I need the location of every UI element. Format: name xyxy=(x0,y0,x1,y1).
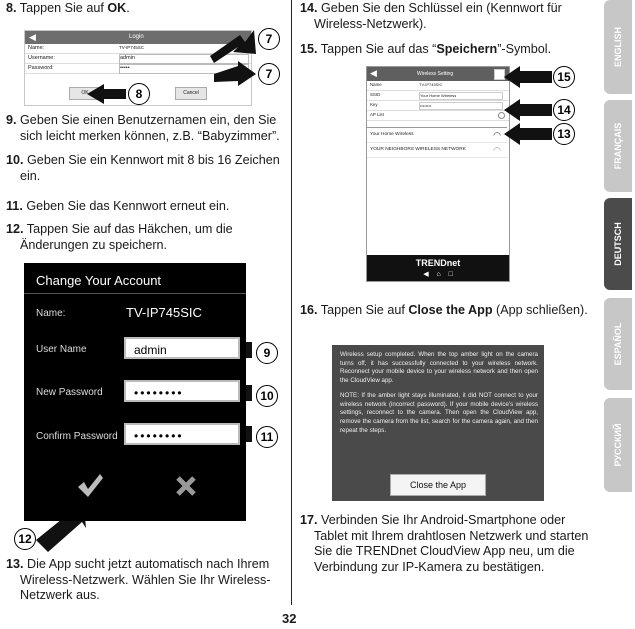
password-input[interactable]: ••••• xyxy=(119,64,249,74)
step-number: 11. xyxy=(6,199,23,213)
back-arrow-icon[interactable]: ◀ xyxy=(370,68,377,78)
step-text: Die App sucht jetzt automatisch nach Ihrem Wireless-Netzwerk. Wählen Sie Ihr Wireless-Netzwerk aus. xyxy=(20,557,271,602)
row-label: SSID xyxy=(370,92,381,97)
wifi-icon: ◠ xyxy=(493,130,501,140)
close-app-message xyxy=(340,351,538,435)
tab-english-label: ENGLISH xyxy=(613,26,623,68)
cancel-x-icon[interactable] xyxy=(176,476,196,496)
tab-russian-label: РУССКИЙ xyxy=(613,423,623,467)
username-input[interactable]: admin xyxy=(124,337,240,359)
confirm-password-label: Confirm Password xyxy=(36,431,118,442)
callout-8: 8 xyxy=(128,83,150,105)
cancel-button[interactable]: Cancel xyxy=(175,87,207,100)
brand-logo: TRENDnet xyxy=(415,258,461,268)
page-number: 32 xyxy=(282,611,297,626)
step-10 xyxy=(6,153,300,184)
note-text: NOTE: If the amber light stays illuminated, it did NOT connect to your wireless network (incorrect password). If your mobile device's wireless settings, reconnect to the camera. Then open the CloudView app, remove the camera from the list, search for the camera again, and then repeat the steps. xyxy=(340,391,538,434)
android-nav-icons: ◀ ⌂ □ xyxy=(423,271,453,278)
tab-russian[interactable] xyxy=(604,398,632,492)
tab-deutsch-label: DEUTSCH xyxy=(613,222,623,266)
step-number: 17. xyxy=(300,513,318,527)
confirm-password-input[interactable]: •••••••• xyxy=(124,423,240,445)
step-text: Geben Sie einen Benutzernamen ein, den Sie sich leicht merken können, z.B. “Babyzimmer”. xyxy=(20,113,280,143)
tab-english[interactable] xyxy=(604,0,632,94)
step-number: 10. xyxy=(6,153,24,167)
back-arrow-icon[interactable]: ◀ xyxy=(29,32,36,42)
name-value: TV-IP745SIC xyxy=(419,82,443,87)
callout-9: 9 xyxy=(256,342,278,364)
callout-7b: 7 xyxy=(258,63,280,85)
callout-14: 14 xyxy=(553,99,575,121)
tab-francais[interactable] xyxy=(604,100,632,192)
tab-francais-label: FRANÇAIS xyxy=(613,122,623,170)
row-label: Name xyxy=(370,82,382,87)
row-label: Password: xyxy=(28,65,54,71)
step-text: Geben Sie das Kennwort erneut ein. xyxy=(26,199,230,213)
step-11 xyxy=(6,199,300,215)
callout-10: 10 xyxy=(256,385,278,407)
step-9 xyxy=(6,113,300,144)
new-password-input[interactable]: •••••••• xyxy=(124,380,240,402)
row-label: Username: xyxy=(28,55,55,61)
step-number: 15. xyxy=(300,42,318,56)
step-bold: Speichern xyxy=(436,42,498,56)
login-title: Login xyxy=(129,34,144,40)
step-13 xyxy=(6,557,300,604)
close-app-screen xyxy=(332,345,544,501)
step-bold: OK xyxy=(107,1,127,15)
checkmark-icon[interactable] xyxy=(76,473,104,499)
arrow-7b xyxy=(214,61,256,86)
step-text: Tappen Sie auf xyxy=(19,1,108,15)
step-text: . xyxy=(126,1,130,15)
step-number: 8. xyxy=(6,1,17,15)
step-number: 14. xyxy=(300,1,318,15)
step-text: Geben Sie ein Kennwort mit 8 bis 16 Zeichen ein. xyxy=(20,153,280,183)
arrow-13 xyxy=(504,123,552,145)
arrow-8 xyxy=(87,84,126,104)
step-text: Tappen Sie auf xyxy=(320,303,409,317)
callout-7a: 7 xyxy=(258,28,280,50)
step-text: (App schließen). xyxy=(492,303,588,317)
key-input[interactable]: •••••••• xyxy=(419,102,503,110)
account-screen xyxy=(24,263,246,521)
name-label: Name: xyxy=(36,308,66,319)
name-value: TV-IP745SIC xyxy=(126,305,202,320)
step-text: Geben Sie den Schlüssel ein (Kennwort für Wireless-Netzwerk). xyxy=(314,1,562,31)
step-number: 12. xyxy=(6,222,24,236)
username-input[interactable]: admin xyxy=(119,54,249,64)
account-divider xyxy=(24,293,246,294)
name-value: TV-IP745SC xyxy=(119,45,145,50)
step-number: 16. xyxy=(300,303,318,317)
row-label: Name: xyxy=(28,45,45,51)
row-label: AP List xyxy=(370,112,384,117)
new-password-label: New Password xyxy=(36,387,103,398)
row-label: Key xyxy=(370,102,378,107)
tab-espanol[interactable] xyxy=(604,298,632,390)
callout-13: 13 xyxy=(553,123,575,145)
callout-12: 12 xyxy=(14,528,36,550)
setup-complete-text: Wireless setup completed. When the top amber light on the camera turns off, it has successfully connected to your wireless network. Reconnect your mobile device to your wireless network and then open the CloudView app. xyxy=(340,351,538,385)
close-app-button[interactable]: Close the App xyxy=(390,474,486,496)
step-17 xyxy=(300,513,594,575)
tab-deutsch[interactable] xyxy=(604,198,632,290)
network-name: Your Home Wireless xyxy=(370,132,414,137)
step-number: 9. xyxy=(6,113,17,127)
step-text: ”-Symbol. xyxy=(497,42,552,56)
tab-espanol-label: ESPAÑOL xyxy=(613,322,623,366)
account-title: Change Your Account xyxy=(36,273,162,288)
arrow-15 xyxy=(504,66,552,88)
callout-11: 11 xyxy=(256,426,278,448)
callout-15: 15 xyxy=(553,66,575,88)
step-text: Tappen Sie auf das Häkchen, um die Änderungen zu speichern. xyxy=(20,222,233,252)
wireless-title: Wireless Setting xyxy=(417,71,454,77)
step-number: 13. xyxy=(6,557,24,571)
ok-button[interactable]: OK xyxy=(69,87,101,100)
wifi-icon: ◠ xyxy=(493,145,501,155)
step-bold: Close the App xyxy=(408,303,493,317)
step-16 xyxy=(300,303,594,319)
network-name: YOUR NEIGHBORS WIRELESS NETWORK xyxy=(370,147,466,152)
arrow-14 xyxy=(504,99,552,121)
username-label: User Name xyxy=(36,344,87,355)
arrow-7a xyxy=(210,30,256,63)
step-text: Verbinden Sie Ihr Android-Smartphone oder Tablet mit Ihrem drahtlosen Netzwerk und starten Sie die TRENDnet CloudView App neu, um die Verbindung zur IP-Kamera zu bestätigen. xyxy=(314,513,589,574)
step-12 xyxy=(6,222,260,253)
ssid-input[interactable]: Your Home Wireless xyxy=(419,92,503,100)
step-text: Tappen Sie auf das “ xyxy=(320,42,437,56)
